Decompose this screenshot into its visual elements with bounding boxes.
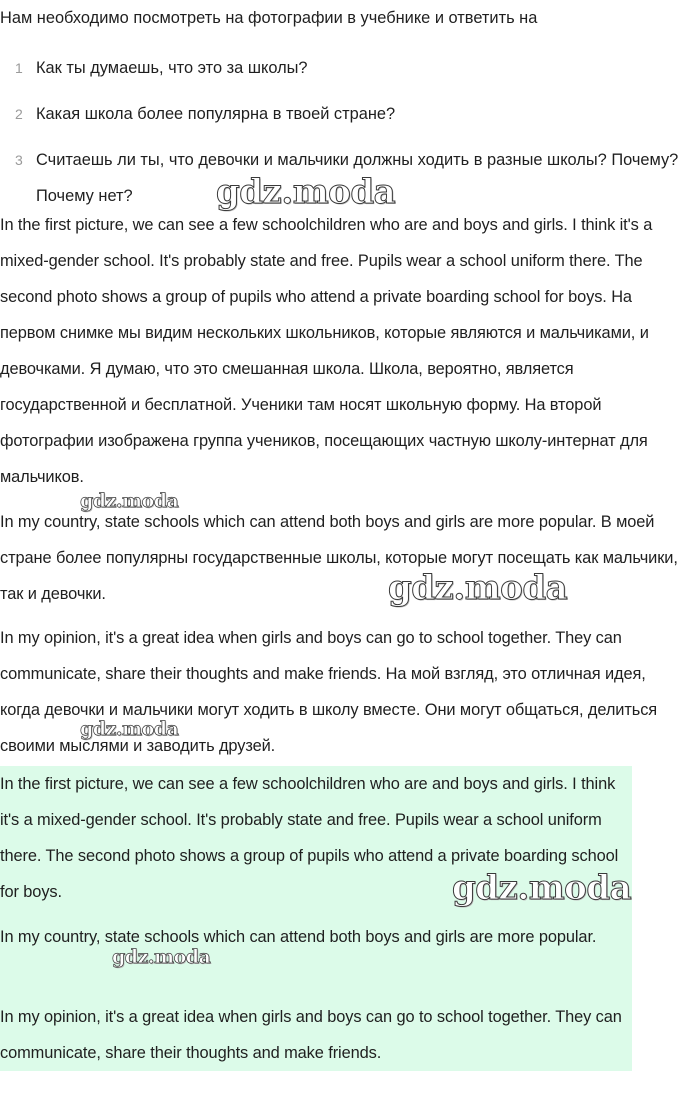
question-item bbox=[0, 142, 680, 214]
question-number: 3 bbox=[15, 152, 23, 168]
answer-paragraph-1: In the first picture, we can see a few schoolchildren who are and boys and girls. I think it's a mixed-gender school. It's probably state and free. Pupils wear a school uniform there. The second photo shows a group of pupils who attend a private boarding school for boys. На первом снимке мы видим нескольких школьников, которые являются и мальчиками, и девочками. Я думаю, что это смешанная школа. Школа, вероятно, является государственной и бесплатной. Ученики там носят школьную форму. На второй фотографии изображена группа учеников, посещающих частную школу-интернат для мальчиков. bbox=[0, 216, 653, 486]
question-text: Какая школа более популярна в твоей стране? bbox=[36, 105, 396, 123]
task-intro: Нам необходимо посмотреть на фотографии в учебнике и ответить на bbox=[0, 9, 538, 27]
question-text: Считаешь ли ты, что девочки и мальчики должны ходить в разные школы? Почему? Почему нет? bbox=[36, 151, 679, 205]
question-list bbox=[0, 50, 680, 224]
highlight-paragraph-1: In the first picture, we can see a few schoolchildren who are and boys and girls. I think it's a mixed-gender school. It's probably state and free. Pupils wear a school uniform there. The second photo shows a group of pupils who attend a private boarding school for boys. bbox=[0, 775, 619, 901]
watermark-logo: gdz.moda bbox=[388, 568, 568, 608]
question-text: Как ты думаешь, что это за школы? bbox=[36, 59, 308, 77]
watermark-logo: gdz.moda bbox=[80, 490, 179, 512]
question-item bbox=[0, 96, 680, 132]
question-item bbox=[0, 50, 680, 86]
question-number: 1 bbox=[15, 60, 23, 76]
answer-paragraph-2: In my country, state schools which can attend both boys and girls are more popular. В моей стране более популярны государственные школы, которые могут посещать как мальчики, так и девочки. bbox=[0, 513, 678, 603]
highlight-paragraph-2: In my country, state schools which can attend both boys and girls are more popular. bbox=[0, 928, 597, 946]
highlight-paragraph-3: In my opinion, it's a great idea when girls and boys can go to school together. They can communicate, share their thoughts and make friends. bbox=[0, 1008, 622, 1062]
highlighted-answer-block bbox=[0, 766, 632, 1071]
watermark-logo: gdz.moda bbox=[112, 946, 211, 968]
answer-paragraph-3: In my opinion, it's a great idea when girls and boys can go to school together. They can communicate, share their thoughts and make friends. На мой взгляд, это отличная идея, когда девочки и мальчики могут ходить в школу вместе. Они могут общаться, делиться своими мыслями и заводить друзей. bbox=[0, 629, 658, 755]
question-number: 2 bbox=[15, 106, 23, 122]
watermark-logo: gdz.moda bbox=[452, 868, 632, 908]
watermark-logo: gdz.moda bbox=[216, 172, 396, 212]
watermark-logo: gdz.moda bbox=[80, 718, 179, 740]
